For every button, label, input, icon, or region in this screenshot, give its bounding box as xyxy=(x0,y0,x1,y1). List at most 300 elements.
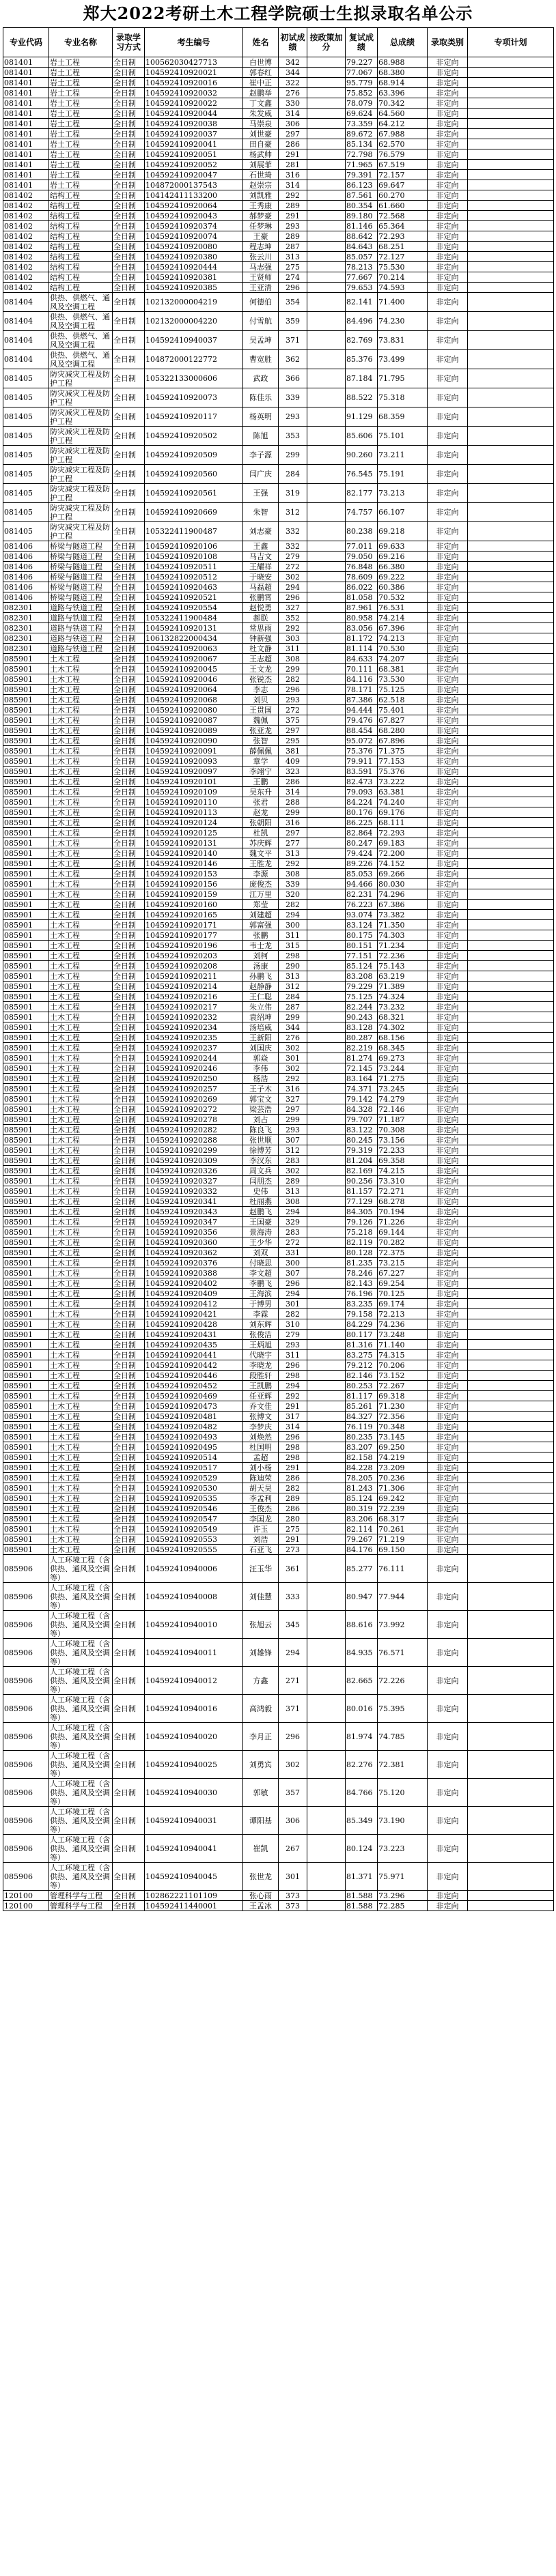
study-mode-cell: 全日制 xyxy=(113,484,145,503)
initial-score-cell: 294 xyxy=(279,1639,307,1667)
policy-bonus-cell xyxy=(307,1432,346,1442)
policy-bonus-cell xyxy=(307,777,346,787)
admission-type-cell: 非定向 xyxy=(428,1176,468,1186)
initial-score-cell: 381 xyxy=(279,746,307,756)
candidate-id-cell: 104592410920327 xyxy=(145,1176,243,1186)
candidate-name-cell: 孙鹏飞 xyxy=(243,971,279,982)
major-name-cell: 人工环境工程（含供热、通风及空调等） xyxy=(49,1583,113,1611)
initial-score-cell: 310 xyxy=(279,1319,307,1330)
candidate-name-cell: 陈迪荣 xyxy=(243,1473,279,1483)
major-code-cell: 085901 xyxy=(3,1176,49,1186)
initial-score-cell: 291 xyxy=(279,1463,307,1473)
table-row xyxy=(3,572,554,582)
total-score-cell: 73.190 xyxy=(378,1807,428,1835)
initial-score-cell: 292 xyxy=(279,859,307,869)
major-code-cell: 085901 xyxy=(3,1268,49,1278)
retest-score-cell: 75.852 xyxy=(346,88,378,98)
major-name-cell: 桥梁与隧道工程 xyxy=(49,592,113,603)
candidate-id-cell: 106132822000434 xyxy=(145,633,243,644)
policy-bonus-cell xyxy=(307,1493,346,1504)
major-code-cell: 081401 xyxy=(3,129,49,139)
candidate-id-cell: 104592410920421 xyxy=(145,1309,243,1319)
study-mode-cell: 全日制 xyxy=(113,982,145,992)
major-code-cell: 081404 xyxy=(3,331,49,350)
major-name-cell: 土木工程 xyxy=(49,1033,113,1043)
policy-bonus-cell xyxy=(307,139,346,149)
major-name-cell: 土木工程 xyxy=(49,961,113,971)
total-score-cell: 74.785 xyxy=(378,1723,428,1751)
retest-score-cell: 84.176 xyxy=(346,1545,378,1555)
policy-bonus-cell xyxy=(307,1611,346,1639)
study-mode-cell: 全日制 xyxy=(113,252,145,262)
total-score-cell: 74.230 xyxy=(378,312,428,331)
table-row xyxy=(3,1074,554,1084)
policy-bonus-cell xyxy=(307,603,346,613)
special-plan-cell xyxy=(468,1412,554,1422)
policy-bonus-cell xyxy=(307,57,346,68)
initial-score-cell: 292 xyxy=(279,623,307,633)
total-score-cell: 73.296 xyxy=(378,1891,428,1901)
policy-bonus-cell xyxy=(307,272,346,283)
policy-bonus-cell xyxy=(307,1463,346,1473)
table-row xyxy=(3,331,554,350)
major-name-cell: 土木工程 xyxy=(49,1258,113,1268)
candidate-id-cell: 104592410920089 xyxy=(145,726,243,736)
policy-bonus-cell xyxy=(307,1115,346,1125)
admission-type-cell: 非定向 xyxy=(428,1043,468,1053)
candidate-name-cell: 石亚飞 xyxy=(243,1545,279,1555)
candidate-id-cell: 104592410920047 xyxy=(145,170,243,180)
initial-score-cell: 314 xyxy=(279,180,307,190)
candidate-name-cell: 丁文鑫 xyxy=(243,98,279,109)
policy-bonus-cell xyxy=(307,736,346,746)
policy-bonus-cell xyxy=(307,664,346,674)
candidate-name-cell: 钟新强 xyxy=(243,633,279,644)
retest-score-cell: 79.476 xyxy=(346,715,378,726)
major-code-cell: 085901 xyxy=(3,1186,49,1197)
table-row xyxy=(3,1442,554,1452)
admission-type-cell: 非定向 xyxy=(428,654,468,664)
major-name-cell: 土木工程 xyxy=(49,1237,113,1248)
initial-score-cell: 308 xyxy=(279,654,307,664)
study-mode-cell: 全日制 xyxy=(113,231,145,242)
retest-score-cell: 84.496 xyxy=(346,312,378,331)
major-code-cell: 085901 xyxy=(3,1504,49,1514)
table-row xyxy=(3,231,554,242)
candidate-name-cell: 王子木 xyxy=(243,1084,279,1094)
major-code-cell: 081401 xyxy=(3,68,49,78)
major-name-cell: 结构工程 xyxy=(49,221,113,231)
major-code-cell: 081401 xyxy=(3,78,49,88)
study-mode-cell: 全日制 xyxy=(113,1053,145,1063)
table-row xyxy=(3,685,554,695)
initial-score-cell: 315 xyxy=(279,941,307,951)
study-mode-cell: 全日制 xyxy=(113,1514,145,1524)
retest-score-cell: 88.642 xyxy=(346,231,378,242)
study-mode-cell: 全日制 xyxy=(113,941,145,951)
major-code-cell: 081405 xyxy=(3,388,49,407)
initial-score-cell: 332 xyxy=(279,541,307,552)
candidate-id-cell: 104592410920156 xyxy=(145,879,243,889)
retest-score-cell: 80.175 xyxy=(346,930,378,941)
policy-bonus-cell xyxy=(307,971,346,982)
table-row xyxy=(3,1084,554,1094)
candidate-name-cell: 王国豪 xyxy=(243,1217,279,1227)
candidate-name-cell: 郝梦豪 xyxy=(243,211,279,221)
special-plan-cell xyxy=(468,1053,554,1063)
total-score-cell: 74.236 xyxy=(378,1319,428,1330)
retest-score-cell: 84.633 xyxy=(346,654,378,664)
initial-score-cell: 279 xyxy=(279,552,307,562)
initial-score-cell: 362 xyxy=(279,350,307,369)
total-score-cell: 70.530 xyxy=(378,644,428,654)
special-plan-cell xyxy=(468,879,554,889)
policy-bonus-cell xyxy=(307,869,346,879)
retest-score-cell: 75.376 xyxy=(346,746,378,756)
special-plan-cell xyxy=(468,889,554,900)
candidate-id-cell: 104592410920409 xyxy=(145,1289,243,1299)
total-score-cell: 68.914 xyxy=(378,78,428,88)
column-header-initial-score: 初试成绩 xyxy=(279,28,307,57)
major-code-cell: 081402 xyxy=(3,231,49,242)
table-row xyxy=(3,1319,554,1330)
policy-bonus-cell xyxy=(307,1524,346,1534)
major-name-cell: 土木工程 xyxy=(49,1186,113,1197)
admission-type-cell: 非定向 xyxy=(428,603,468,613)
table-row xyxy=(3,1289,554,1299)
major-code-cell: 081402 xyxy=(3,252,49,262)
total-score-cell: 69.150 xyxy=(378,1545,428,1555)
candidate-id-cell: 104592410940045 xyxy=(145,1863,243,1891)
study-mode-cell: 全日制 xyxy=(113,1033,145,1043)
table-row xyxy=(3,695,554,705)
candidate-name-cell: 王鑫 xyxy=(243,541,279,552)
study-mode-cell: 全日制 xyxy=(113,767,145,777)
special-plan-cell xyxy=(468,951,554,961)
major-name-cell: 道路与铁道工程 xyxy=(49,633,113,644)
candidate-id-cell: 102862221101109 xyxy=(145,1891,243,1901)
retest-score-cell: 78.079 xyxy=(346,98,378,109)
total-score-cell: 73.209 xyxy=(378,1463,428,1473)
special-plan-cell xyxy=(468,1473,554,1483)
admission-type-cell: 非定向 xyxy=(428,170,468,180)
policy-bonus-cell xyxy=(307,1360,346,1371)
initial-score-cell: 329 xyxy=(279,1217,307,1227)
retest-score-cell: 79.319 xyxy=(346,1145,378,1156)
special-plan-cell xyxy=(468,818,554,828)
special-plan-cell xyxy=(468,961,554,971)
study-mode-cell: 全日制 xyxy=(113,1074,145,1084)
initial-score-cell: 282 xyxy=(279,1483,307,1493)
policy-bonus-cell xyxy=(307,465,346,484)
major-code-cell: 081405 xyxy=(3,407,49,427)
candidate-id-cell: 104592410920091 xyxy=(145,746,243,756)
major-code-cell: 085901 xyxy=(3,838,49,848)
major-name-cell: 土木工程 xyxy=(49,1074,113,1084)
special-plan-cell xyxy=(468,705,554,715)
total-score-cell: 62.570 xyxy=(378,139,428,149)
admission-type-cell: 非定向 xyxy=(428,1156,468,1166)
major-name-cell: 土木工程 xyxy=(49,664,113,674)
study-mode-cell: 全日制 xyxy=(113,951,145,961)
major-code-cell: 085901 xyxy=(3,807,49,818)
admission-type-cell: 非定向 xyxy=(428,572,468,582)
study-mode-cell: 全日制 xyxy=(113,1156,145,1166)
initial-score-cell: 373 xyxy=(279,1901,307,1911)
candidate-name-cell: 王胜龙 xyxy=(243,859,279,869)
retest-score-cell: 78.171 xyxy=(346,685,378,695)
candidate-name-cell: 王鹏 xyxy=(243,777,279,787)
total-score-cell: 74.279 xyxy=(378,1094,428,1104)
admission-type-cell: 非定向 xyxy=(428,180,468,190)
major-code-cell: 081406 xyxy=(3,552,49,562)
candidate-id-cell: 104592410920080 xyxy=(145,242,243,252)
total-score-cell: 74.593 xyxy=(378,283,428,293)
table-row xyxy=(3,807,554,818)
major-code-cell: 085901 xyxy=(3,695,49,705)
table-row xyxy=(3,726,554,736)
initial-score-cell: 280 xyxy=(279,1514,307,1524)
study-mode-cell: 全日制 xyxy=(113,331,145,350)
candidate-id-cell: 104592410920442 xyxy=(145,1360,243,1371)
candidate-id-cell: 104592410920087 xyxy=(145,715,243,726)
special-plan-cell xyxy=(468,503,554,522)
initial-score-cell: 296 xyxy=(279,685,307,695)
major-name-cell: 岩土工程 xyxy=(49,129,113,139)
major-name-cell: 土木工程 xyxy=(49,1493,113,1504)
major-code-cell: 081401 xyxy=(3,57,49,68)
initial-score-cell: 354 xyxy=(279,293,307,312)
candidate-name-cell: 李晓龙 xyxy=(243,1360,279,1371)
retest-score-cell: 80.016 xyxy=(346,1695,378,1723)
special-plan-cell xyxy=(468,1371,554,1381)
major-code-cell: 081402 xyxy=(3,272,49,283)
retest-score-cell: 82.169 xyxy=(346,1166,378,1176)
initial-score-cell: 287 xyxy=(279,242,307,252)
major-code-cell: 085901 xyxy=(3,1125,49,1135)
initial-score-cell: 289 xyxy=(279,1176,307,1186)
retest-score-cell: 70.111 xyxy=(346,664,378,674)
policy-bonus-cell xyxy=(307,797,346,807)
retest-score-cell: 80.958 xyxy=(346,613,378,623)
candidate-id-cell: 104592410920332 xyxy=(145,1186,243,1197)
special-plan-cell xyxy=(468,900,554,910)
candidate-id-cell: 104592410920217 xyxy=(145,1002,243,1012)
candidate-id-cell: 104592410920021 xyxy=(145,68,243,78)
candidate-name-cell: 刘雄锋 xyxy=(243,1639,279,1667)
table-row xyxy=(3,57,554,68)
special-plan-cell xyxy=(468,1583,554,1611)
major-name-cell: 土木工程 xyxy=(49,797,113,807)
table-row xyxy=(3,756,554,767)
total-score-cell: 72.267 xyxy=(378,1381,428,1391)
admission-type-cell: 非定向 xyxy=(428,1012,468,1022)
major-name-cell: 土木工程 xyxy=(49,1340,113,1350)
initial-score-cell: 357 xyxy=(279,1779,307,1807)
table-row xyxy=(3,797,554,807)
candidate-name-cell: 杨英明 xyxy=(243,407,279,427)
candidate-id-cell: 104592410920441 xyxy=(145,1350,243,1360)
initial-score-cell: 291 xyxy=(279,1401,307,1412)
major-code-cell: 085901 xyxy=(3,1452,49,1463)
initial-score-cell: 359 xyxy=(279,312,307,331)
major-code-cell: 085901 xyxy=(3,900,49,910)
special-plan-cell xyxy=(468,1115,554,1125)
major-name-cell: 管理科学与工程 xyxy=(49,1901,113,1911)
initial-score-cell: 276 xyxy=(279,88,307,98)
major-name-cell: 人工环境工程（含供热、通风及空调等） xyxy=(49,1639,113,1667)
total-score-cell: 72.233 xyxy=(378,1145,428,1156)
table-row xyxy=(3,705,554,715)
policy-bonus-cell xyxy=(307,674,346,685)
major-code-cell: 082301 xyxy=(3,644,49,654)
policy-bonus-cell xyxy=(307,1371,346,1381)
candidate-name-cell: 白世博 xyxy=(243,57,279,68)
table-row xyxy=(3,613,554,623)
study-mode-cell: 全日制 xyxy=(113,1807,145,1835)
candidate-name-cell: 王秀康 xyxy=(243,201,279,211)
admission-type-cell: 非定向 xyxy=(428,1299,468,1309)
study-mode-cell: 全日制 xyxy=(113,1299,145,1309)
policy-bonus-cell xyxy=(307,1145,346,1156)
retest-score-cell: 95.072 xyxy=(346,736,378,746)
study-mode-cell: 全日制 xyxy=(113,1340,145,1350)
table-row xyxy=(3,1135,554,1145)
candidate-id-cell: 104592410920074 xyxy=(145,231,243,242)
retest-score-cell: 75.125 xyxy=(346,992,378,1002)
special-plan-cell xyxy=(468,1493,554,1504)
major-name-cell: 土木工程 xyxy=(49,705,113,715)
policy-bonus-cell xyxy=(307,1583,346,1611)
table-row xyxy=(3,503,554,522)
policy-bonus-cell xyxy=(307,331,346,350)
admission-type-cell: 非定向 xyxy=(428,859,468,869)
major-name-cell: 土木工程 xyxy=(49,879,113,889)
table-row xyxy=(3,552,554,562)
initial-score-cell: 293 xyxy=(279,407,307,427)
admission-type-cell: 非定向 xyxy=(428,971,468,982)
study-mode-cell: 全日制 xyxy=(113,149,145,160)
table-row xyxy=(3,522,554,541)
candidate-name-cell: 马崇泉 xyxy=(243,119,279,129)
table-row xyxy=(3,1156,554,1166)
major-code-cell: 085901 xyxy=(3,756,49,767)
study-mode-cell: 全日制 xyxy=(113,1667,145,1695)
major-code-cell: 085906 xyxy=(3,1723,49,1751)
admission-type-cell: 非定向 xyxy=(428,562,468,572)
study-mode-cell: 全日制 xyxy=(113,201,145,211)
retest-score-cell: 79.227 xyxy=(346,57,378,68)
study-mode-cell: 全日制 xyxy=(113,1084,145,1094)
policy-bonus-cell xyxy=(307,1033,346,1043)
candidate-id-cell: 100562030427713 xyxy=(145,57,243,68)
special-plan-cell xyxy=(468,1319,554,1330)
table-row xyxy=(3,1695,554,1723)
admission-type-cell: 非定向 xyxy=(428,910,468,920)
policy-bonus-cell xyxy=(307,767,346,777)
candidate-name-cell: 王俊杰 xyxy=(243,1504,279,1514)
column-header-major-code: 专业代码 xyxy=(3,28,49,57)
candidate-name-cell: 郭宝文 xyxy=(243,1094,279,1104)
admission-type-cell: 非定向 xyxy=(428,705,468,715)
study-mode-cell: 全日制 xyxy=(113,407,145,427)
study-mode-cell: 全日制 xyxy=(113,272,145,283)
policy-bonus-cell xyxy=(307,1901,346,1911)
initial-score-cell: 293 xyxy=(279,695,307,705)
major-code-cell: 085901 xyxy=(3,1545,49,1555)
table-row xyxy=(3,879,554,889)
total-score-cell: 75.125 xyxy=(378,685,428,695)
study-mode-cell: 全日制 xyxy=(113,180,145,190)
initial-score-cell: 293 xyxy=(279,1340,307,1350)
special-plan-cell xyxy=(468,388,554,407)
total-score-cell: 73.211 xyxy=(378,446,428,465)
table-row xyxy=(3,350,554,369)
total-score-cell: 68.381 xyxy=(378,664,428,674)
admission-type-cell: 非定向 xyxy=(428,756,468,767)
total-score-cell: 69.633 xyxy=(378,541,428,552)
table-row xyxy=(3,201,554,211)
special-plan-cell xyxy=(468,767,554,777)
study-mode-cell: 全日制 xyxy=(113,654,145,664)
initial-score-cell: 298 xyxy=(279,1452,307,1463)
initial-score-cell: 316 xyxy=(279,170,307,180)
candidate-name-cell: 任梦琳 xyxy=(243,221,279,231)
admission-type-cell: 非定向 xyxy=(428,1891,468,1901)
initial-score-cell: 314 xyxy=(279,1422,307,1432)
admission-type-cell: 非定向 xyxy=(428,879,468,889)
special-plan-cell xyxy=(468,350,554,369)
major-code-cell: 081404 xyxy=(3,350,49,369)
initial-score-cell: 289 xyxy=(279,1493,307,1504)
admission-type-cell: 非定向 xyxy=(428,1583,468,1611)
total-score-cell: 69.222 xyxy=(378,572,428,582)
table-row xyxy=(3,1891,554,1901)
special-plan-cell xyxy=(468,1863,554,1891)
table-row xyxy=(3,1299,554,1309)
retest-score-cell: 72.798 xyxy=(346,149,378,160)
total-score-cell: 72.375 xyxy=(378,1248,428,1258)
initial-score-cell: 352 xyxy=(279,613,307,623)
study-mode-cell: 全日制 xyxy=(113,211,145,221)
total-score-cell: 72.213 xyxy=(378,1309,428,1319)
total-score-cell: 72.157 xyxy=(378,170,428,180)
candidate-id-cell: 104592410920257 xyxy=(145,1084,243,1094)
major-name-cell: 岩土工程 xyxy=(49,170,113,180)
candidate-name-cell: 赵龙 xyxy=(243,807,279,818)
initial-score-cell: 297 xyxy=(279,726,307,736)
admission-type-cell: 非定向 xyxy=(428,1309,468,1319)
major-name-cell: 人工环境工程（含供热、通风及空调等） xyxy=(49,1779,113,1807)
total-score-cell: 74.152 xyxy=(378,859,428,869)
retest-score-cell: 79.391 xyxy=(346,170,378,180)
total-score-cell: 67.896 xyxy=(378,736,428,746)
retest-score-cell: 85.349 xyxy=(346,1807,378,1835)
admission-type-cell: 非定向 xyxy=(428,1463,468,1473)
major-code-cell: 085901 xyxy=(3,1237,49,1248)
study-mode-cell: 全日制 xyxy=(113,1524,145,1534)
retest-score-cell: 79.424 xyxy=(346,848,378,859)
special-plan-cell xyxy=(468,1611,554,1639)
candidate-id-cell: 104592410940037 xyxy=(145,331,243,350)
major-code-cell: 085901 xyxy=(3,1514,49,1524)
candidate-name-cell: 马磊超 xyxy=(243,582,279,592)
special-plan-cell xyxy=(468,1695,554,1723)
admission-type-cell: 非定向 xyxy=(428,633,468,644)
policy-bonus-cell xyxy=(307,1835,346,1863)
initial-score-cell: 288 xyxy=(279,797,307,807)
total-score-cell: 72.127 xyxy=(378,252,428,262)
